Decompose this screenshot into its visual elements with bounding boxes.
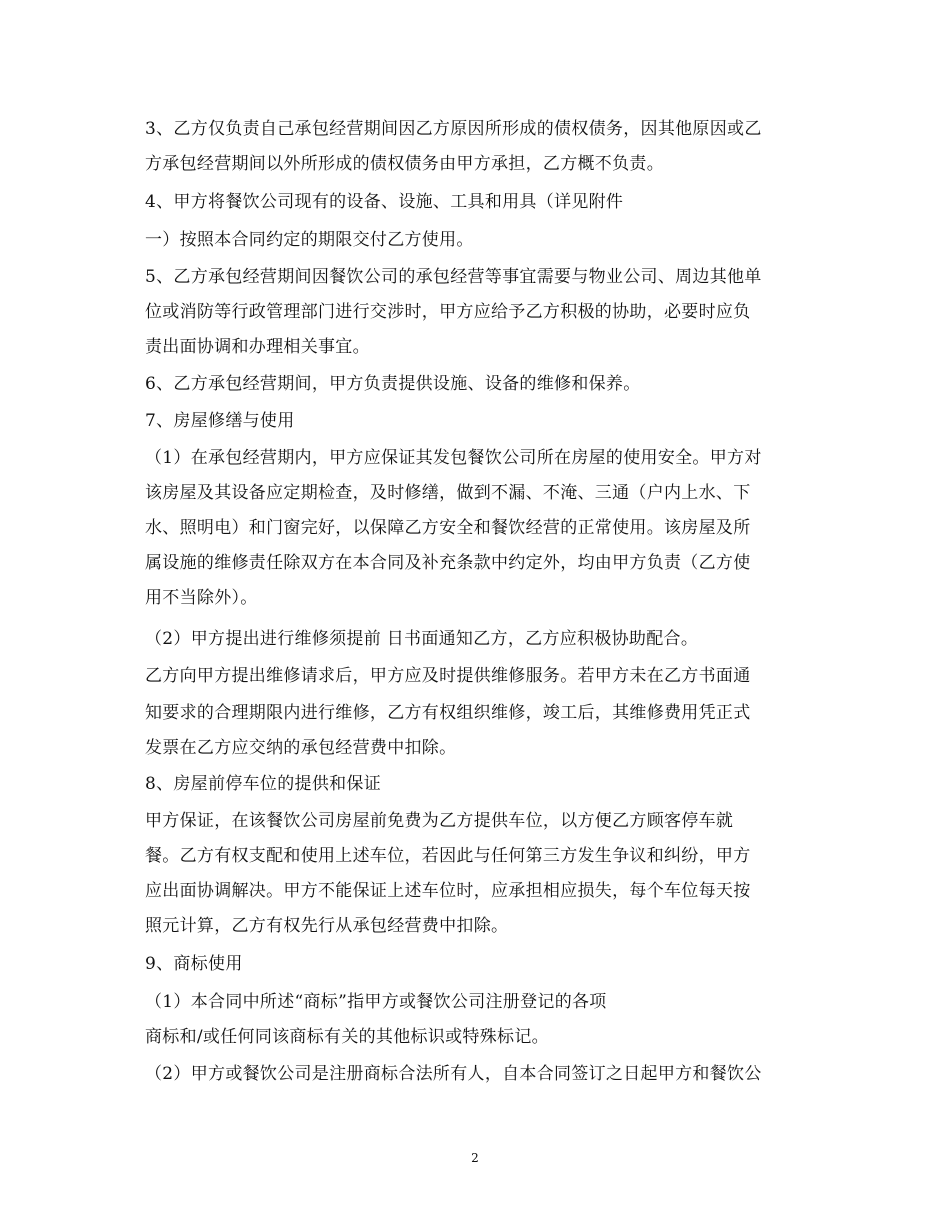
- text-line: 甲方保证，在该餐饮公司房屋前免费为乙方提供车位，以方便乙方顾客停车就: [145, 811, 734, 831]
- text-line: 9、商标使用: [145, 954, 243, 974]
- text-line: 责出面协调和办理相关事宜。: [145, 337, 370, 357]
- text-line: 一）按照本合同约定的期限交付乙方使用。: [145, 230, 474, 250]
- text-line: 属设施的维修责任除双方在本合同及补充条款中约定外，均由甲方负责（乙方使: [145, 553, 751, 573]
- text-line: 餐。乙方有权支配和使用上述车位，若因此与任何第三方发生争议和纠纷，甲方: [145, 846, 751, 866]
- text-line: 8、房屋前停车位的提供和保证: [145, 774, 382, 794]
- text-line: 知要求的合理期限内进行维修，乙方有权组织维修，竣工后，其维修费用凭正式: [145, 703, 751, 723]
- text-line: 用不当除外）。: [145, 588, 258, 608]
- text-line: 商标和/或任何同该商标有关的其他标识或特殊标记。: [145, 1027, 549, 1047]
- text-line: 应出面协调解决。甲方不能保证上述车位时，应承担相应损失，每个车位每天按: [145, 881, 751, 901]
- page-number: 2: [471, 1151, 479, 1165]
- text-line: 水、照明电）和门窗完好，以保障乙方安全和餐饮经营的正常使用。该房屋及所: [145, 518, 751, 538]
- text-line: （1）在承包经营期内，甲方应保证其发包餐饮公司所在房屋的使用安全。甲方对: [145, 448, 762, 468]
- text-line: 照元计算，乙方有权先行从承包经营费中扣除。: [145, 916, 509, 936]
- text-line: 发票在乙方应交纳的承包经营费中扣除。: [145, 738, 457, 758]
- text-line: 5、乙方承包经营期间因餐饮公司的承包经营等事宜需要与物业公司、周边其他单: [145, 267, 762, 287]
- text-line: 3、乙方仅负责自己承包经营期间因乙方原因所形成的债权债务，因其他原因或乙: [145, 119, 762, 139]
- text-line: 4、甲方将餐饮公司现有的设备、设施、工具和用具（详见附件: [145, 192, 624, 212]
- text-line: 6、乙方承包经营期间，甲方负责提供设施、设备的维修和保养。: [145, 374, 641, 394]
- text-line: 7、房屋修缮与使用: [145, 411, 295, 431]
- text-line: 位或消防等行政管理部门进行交涉时，甲方应给予乙方积极的协助，必要时应负: [145, 302, 751, 322]
- text-line: 该房屋及其设备应定期检查，及时修缮，做到不漏、不淹、三通（户内上水、下: [145, 483, 751, 503]
- text-line: （2）甲方提出进行维修须提前 日书面通知乙方，乙方应积极协助配合。: [145, 629, 699, 649]
- text-line: 方承包经营期间以外所形成的债权债务由甲方承担，乙方概不负责。: [145, 154, 664, 174]
- text-line: （1）本合同中所述“商标”指甲方或餐饮公司注册登记的各项: [145, 992, 607, 1012]
- text-line: （2）甲方或餐饮公司是注册商标合法所有人，自本合同签订之日起甲方和餐饮公: [145, 1064, 762, 1084]
- text-line: 乙方向甲方提出维修请求后，甲方应及时提供维修服务。若甲方未在乙方书面通: [145, 666, 751, 686]
